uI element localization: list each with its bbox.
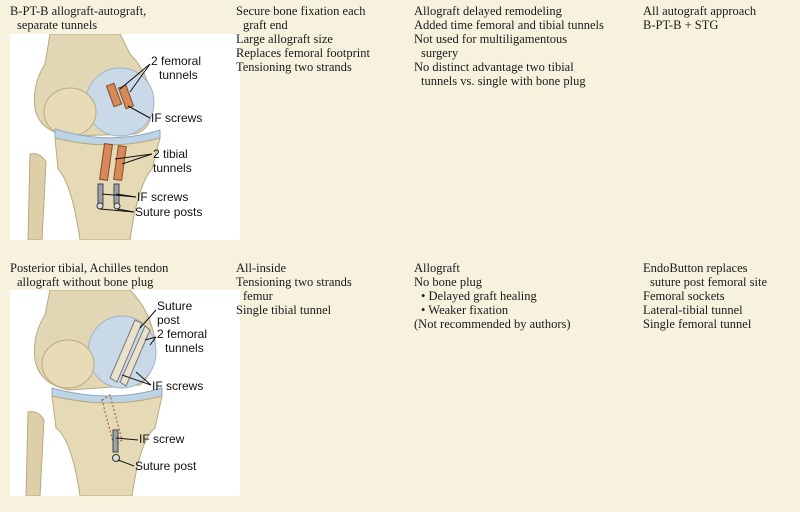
row1-col4-line: B-PT-B + STG (643, 18, 719, 32)
row1-label-posts: Suture posts (135, 205, 203, 219)
row1-col2-line: Large allograft size (236, 32, 333, 46)
row1-label-screws-bottom: IF screws (137, 190, 189, 204)
row1-disadvantages (414, 4, 604, 88)
row2-col3-line: • Weaker fixation (421, 303, 509, 317)
row2-label-suture-post-2: post (157, 313, 180, 327)
row1-col3-line: Allograft delayed remodeling (414, 4, 562, 18)
row1-col2-line: Secure bone fixation each (236, 4, 366, 18)
row2-label-suture-post-1: Suture (157, 299, 193, 313)
row1-col2-line: Tensioning two strands (236, 60, 352, 74)
row1-label-femoral-2: tunnels (159, 68, 198, 82)
row1-col3-line: Not used for multiligamentous (414, 32, 568, 46)
row2-label-femoral-2: tunnels (165, 341, 204, 355)
row1-alternatives (643, 4, 756, 32)
row2-col3-line: Allograft (414, 261, 460, 275)
row1-col2-line: graft end (243, 18, 288, 32)
row2-col3-line: (Not recommended by authors) (414, 317, 571, 331)
row2-col2-line: All-inside (236, 261, 286, 275)
row1-col3-line: tunnels vs. single with bone plug (421, 74, 586, 88)
row2-col3-line: No bone plug (414, 275, 483, 289)
row2-col3-line: • Delayed graft healing (421, 289, 537, 303)
row1-label-tibial-2: tunnels (153, 161, 192, 175)
row2-label-screw: IF screw (139, 432, 185, 446)
row1-label-femoral-1: 2 femoral (151, 54, 202, 68)
row1-title (10, 4, 146, 32)
row1-knee-figure (10, 34, 240, 240)
row2-col2-line: Tensioning two strands (236, 275, 352, 289)
row2-advantages (236, 261, 352, 317)
row2-col2-line: Single tibial tunnel (236, 303, 332, 317)
row2-disadvantages (414, 261, 571, 331)
row1-advantages (236, 4, 370, 74)
row2-label-screws: IF screws (152, 379, 204, 393)
row1-label-tibial-1: 2 tibial (153, 147, 188, 161)
row2-title-line2: allograft without bone plug (17, 275, 154, 289)
row1-col2-line: Replaces femoral footprint (236, 46, 370, 60)
row2-col2-line: femur (243, 289, 273, 303)
row1-col3-line: No distinct advantage two tibial (414, 60, 574, 74)
row2-label-post: Suture post (135, 459, 197, 473)
row2-alternatives (643, 261, 767, 331)
row1-label-screws-top: IF screws (151, 111, 203, 125)
row2-col4-line: Femoral sockets (643, 289, 725, 303)
row2-label-femoral-1: 2 femoral (157, 327, 208, 341)
row2-title-line1: Posterior tibial, Achilles tendon (10, 261, 169, 275)
row1-col3-line: Added time femoral and tibial tunnels (414, 18, 604, 32)
row2-title (10, 261, 168, 289)
row1-col3-line: surgery (421, 46, 459, 60)
row2-col4-line: Single femoral tunnel (643, 317, 752, 331)
row2-col4-line: Lateral-tibial tunnel (643, 303, 743, 317)
row1-title-line1: B-PT-B allograft-autograft, (10, 4, 147, 18)
row1-title-line2: separate tunnels (17, 18, 98, 32)
row2-col4-line: EndoButton replaces (643, 261, 748, 275)
row2-knee-figure (10, 290, 240, 496)
row2-col4-line: suture post femoral site (650, 275, 767, 289)
row1-col4-line: All autograft approach (643, 4, 757, 18)
